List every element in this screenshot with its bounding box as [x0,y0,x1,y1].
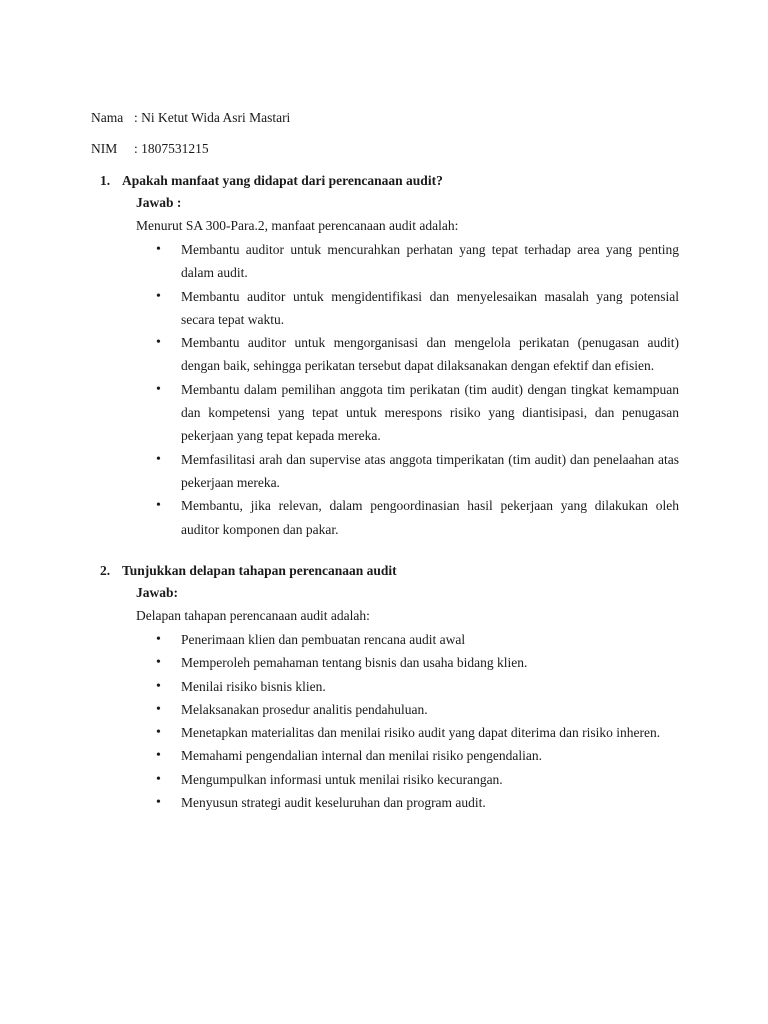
question-heading [100,172,679,190]
name-label: Nama [91,110,124,125]
bullet-icon: • [156,795,161,811]
list-item-text: Membantu, jika relevan, dalam pengoordinasian hasil pekerjaan yang dilakukan oleh auditor komponen dan pakar. [181,498,679,537]
bullet-icon: • [156,335,161,351]
question-heading [100,562,679,580]
list-item [156,721,679,744]
name-value: : Ni Ketut Wida Asri Mastari [134,110,291,125]
list-item [156,651,679,674]
list-item [156,378,679,448]
list-item [156,791,679,814]
question-text: Apakah manfaat yang didapat dari perencanaan audit? [122,173,443,188]
list-item-text: Membantu auditor untuk mencurahkan perhatan yang tepat terhadap area yang penting dalam audit. [181,242,679,281]
list-item-text: Memperoleh pemahaman tentang bisnis dan usaha bidang klien. [181,655,528,671]
bullet-icon: • [156,771,161,787]
answer-list [100,238,679,541]
list-item-text: Memfasilitasi arah dan supervise atas anggota timperikatan (tim audit) dan penelaahan atas pekerjaan mereka. [181,451,679,490]
list-item-text: Memahami pengendalian internal dan menilai risiko pengendalian. [181,748,543,764]
question-text: Tunjukkan delapan tahapan perencanaan audit [122,563,397,578]
answer-label: Jawab: [136,585,179,600]
question-block-2 [100,562,679,814]
bullet-icon: • [156,748,161,764]
list-item-text: Menilai risiko bisnis klien. [181,678,326,694]
list-item [156,285,679,332]
bullet-icon: • [156,655,161,671]
list-item-text: Menyusun strategi audit keseluruhan dan program audit. [181,795,486,811]
question-block-1 [100,172,679,541]
list-item-text: Membantu auditor untuk mengidentifikasi dan menyelesaikan masalah yang potensial secara tepat waktu. [181,288,679,327]
list-item-text: Menetapkan materialitas dan menilai risiko audit yang dapat diterima dan risiko inheren. [181,725,661,741]
bullet-icon: • [156,701,161,717]
bullet-icon: • [156,288,161,304]
bullet-icon: • [156,242,161,257]
bullet-icon: • [156,678,161,694]
answer-intro: Menurut SA 300-Para.2, manfaat perencanaan audit adalah: [136,218,459,233]
list-item [156,768,679,791]
answer-list [100,628,679,814]
list-item [156,698,679,721]
list-item-text: Penerimaan klien dan pembuatan rencana audit awal [181,632,466,647]
list-item [156,744,679,767]
list-item [156,675,679,698]
answer-label: Jawab : [136,195,182,210]
name-line [91,109,290,127]
list-item-text: Mengumpulkan informasi untuk menilai risiko kecurangan. [181,771,503,787]
question-number: 1. [100,173,111,188]
bullet-icon: • [156,498,161,514]
nim-value: : 1807531215 [134,141,209,156]
list-item [156,238,679,285]
bullet-icon: • [156,725,161,741]
bullet-icon: • [156,632,161,647]
list-item [156,331,679,378]
nim-line [91,140,209,158]
list-item-text: Membantu dalam pemilihan anggota tim perikatan (tim audit) dengan tingkat kemampuan dan kompetensi yang tepat untuk merespons risiko yang diantisipasi, dan penugasan pekerjaan yang tepat kepada mereka. [181,381,679,444]
list-item [156,448,679,495]
answer-intro: Delapan tahapan perencanaan audit adalah: [136,608,370,623]
list-item [156,628,679,651]
nim-label: NIM [91,141,118,156]
list-item [156,494,679,541]
question-number: 2. [100,563,111,578]
list-item-text: Melaksanakan prosedur analitis pendahuluan. [181,701,428,717]
bullet-icon: • [156,381,161,397]
list-item-text: Membantu auditor untuk mengorganisasi dan mengelola perikatan (penugasan audit) dengan baik, sehingga perikatan tersebut dapat dilaksanakan dengan efektif dan efisien. [181,335,679,374]
bullet-icon: • [156,451,161,467]
